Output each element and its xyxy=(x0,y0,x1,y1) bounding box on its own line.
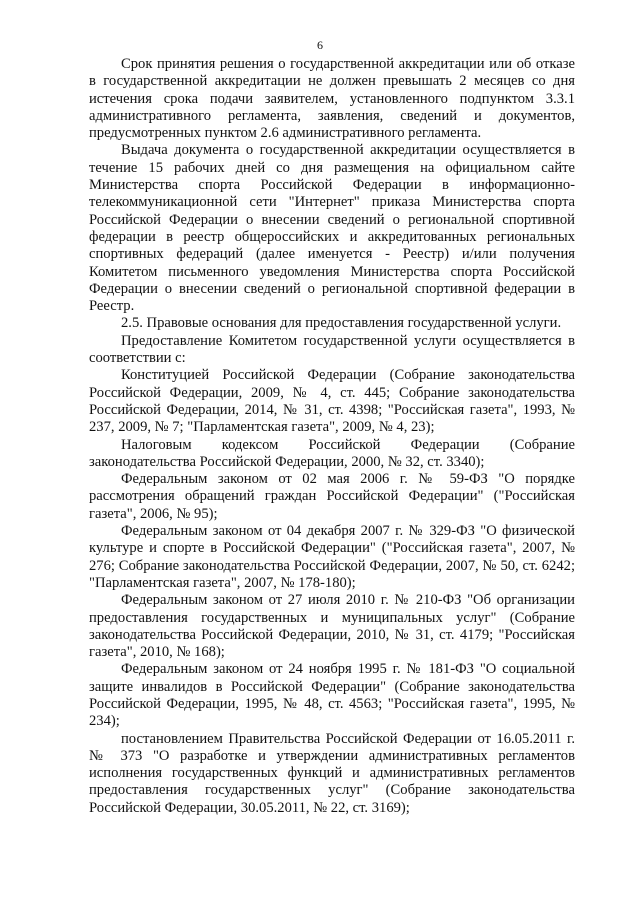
legal-act-law-210fz: Федеральным законом от 27 июля 2010 г. № 210-ФЗ "Об организации предоставления государственных и муниципальных услуг" (Собрание законодательства Российской Федерации, 2010, № 31, ст. 4179; "Российская газета", 2010, № 168); xyxy=(89,592,575,661)
legal-act-law-329fz: Федеральным законом от 04 декабря 2007 г. № 329-ФЗ "О физической культуре и спорте в Российской Федерации" ("Российская газета", 2007, № 276; Собрание законодательства Российской Федерации, 2007, № 50, ст. 6242; "Парламентская газета", 2007, № 178-180); xyxy=(89,523,575,591)
page-number: 6 xyxy=(317,38,323,52)
legal-act-constitution: Конституцией Российской Федерации (Собрание законодательства Российской Федерации, 2009, № 4, ст. 445; Собрание законодательства Российской Федерации, 2014, № 31, ст. 4398; "Российская газета", 1993, № 237, 2009, № 7; "Парламентская газета", 2009, № 4, 23); xyxy=(89,367,575,436)
paragraph-decision-deadline: Срок принятия решения о государственной аккредитации или об отказе в государственной аккредитации не должен превышать 2 месяцев со дня истечения срока подачи заявителем, установленного подпунктом 3.3.1 административного регламента, заявления, сведений и документов, предусмотренных пунктом 2.6 административного регламента. xyxy=(89,56,575,142)
legal-act-law-181fz: Федеральным законом от 24 ноября 1995 г. № 181-ФЗ "О социальной защите инвалидов в Российской Федерации" (Собрание законодательства Российской Федерации, 1995, № 48, ст. 4563; "Российская газета", 1995, № 234); xyxy=(89,661,575,730)
paragraph-document-issuance: Выдача документа о государственной аккредитации осуществляется в течение 15 рабочих дней со дня размещения на официальном сайте Министерства спорта Российской Федерации в информационно-телекоммуникационной сети "Интернет" приказа Министерства спорта Российской Федерации о внесении сведений о региональной спортивной федерации в реестр общероссийских и аккредитованных региональных спортивных федераций (далее именуется - Реестр) и/или получения Комитетом письменного уведомления Министерства спорта Российской Федерации о внесении сведений о региональной спортивной федерации в Реестр. xyxy=(89,142,575,315)
legal-act-tax-code: Налоговым кодексом Российской Федерации (Собрание законодательства Российской Федерации, 2000, № 32, ст. 3340); xyxy=(89,436,575,470)
legal-act-resolution-373: постановлением Правительства Российской Федерации от 16.05.2011 г. № 373 "О разработке и утверждении административных регламентов исполнения государственных функций и административных регламентов предоставления государственных услуг" (Собрание законодательства Российской Федерации, 30.05.2011, № 22, ст. 3169); xyxy=(89,730,575,816)
section-heading-legal-basis: 2.5. Правовые основания для предоставления государственной услуги. xyxy=(121,315,562,332)
legal-act-law-59fz: Федеральным законом от 02 мая 2006 г. № 59-ФЗ "О порядке рассмотрения обращений граждан Российской Федерации" ("Российская газета", 2006, № 95); xyxy=(89,471,575,522)
paragraph-legal-basis-intro: Предоставление Комитетом государственной услуги осуществляется в соответствии с: xyxy=(89,332,575,367)
document-body xyxy=(89,56,575,817)
